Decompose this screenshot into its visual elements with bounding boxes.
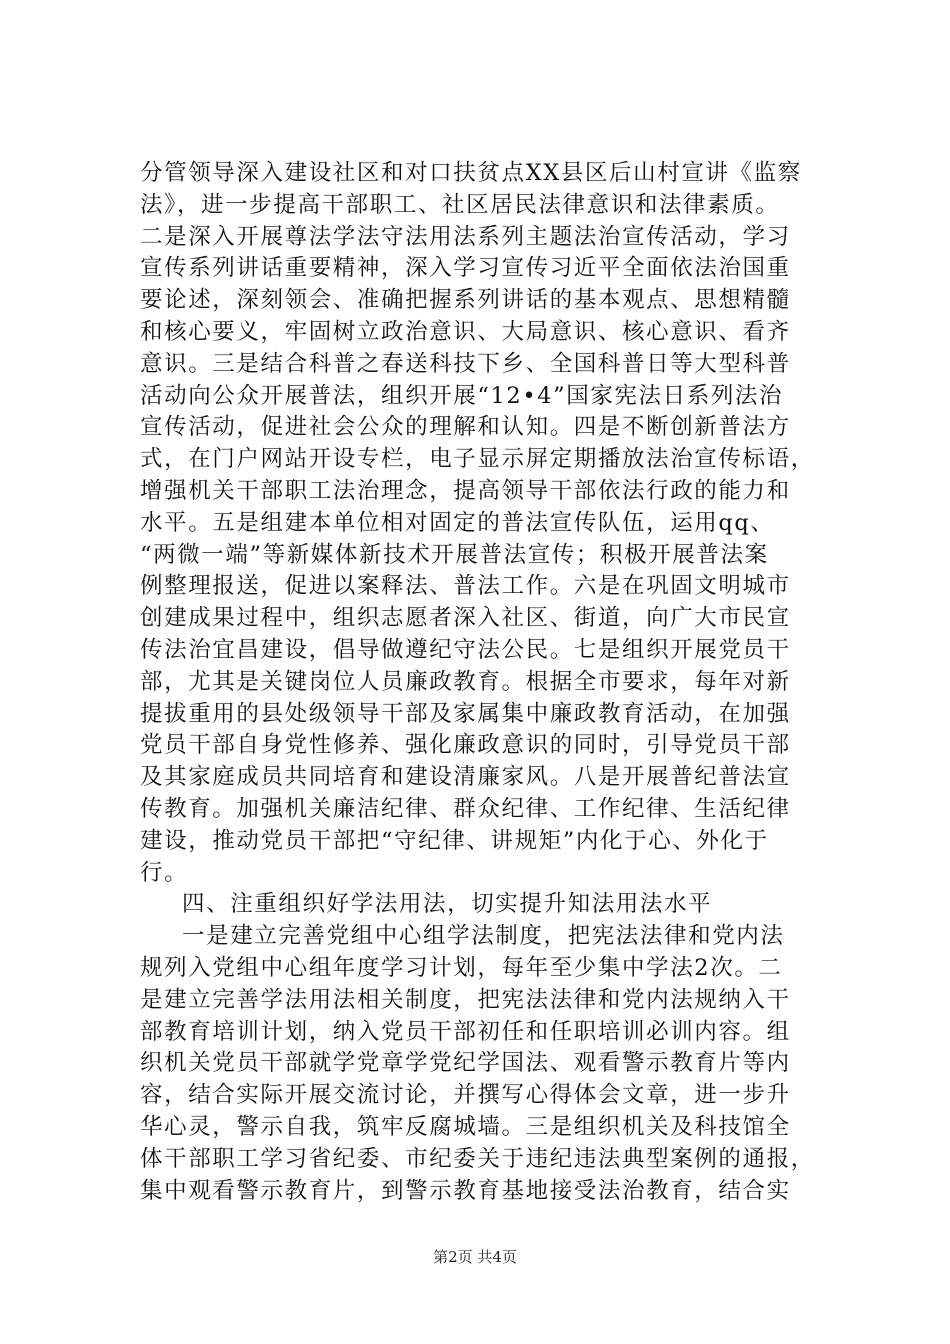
- text-line: 是建立完善学法用法相关制度，把宪法法律和党内法规纳入干: [140, 986, 791, 1013]
- text-line: 集中观看警示教育片，到警示教育基地接受法治教育，结合实: [140, 1177, 791, 1204]
- text-line: 水平。五是组建本单位相对固定的普法宣传队伍，运用qq、: [140, 509, 775, 536]
- text-line: 宣传活动，促进社会公众的理解和认知。四是不断创新普法方: [140, 414, 791, 441]
- text-line: 及其家庭成员共同培育和建设清廉家风。八是开展普纪普法宣: [140, 764, 791, 791]
- text-line: 部，尤其是关键岗位人员廉政教育。根据全市要求，每年对新: [140, 668, 791, 695]
- text-line: 增强机关干部职工法治理念，提高领导干部依法行政的能力和: [140, 477, 791, 504]
- text-line: 体干部职工学习省纪委、市纪委关于违纪违法典型案例的通报，: [140, 1145, 815, 1172]
- text-line: 部教育培训计划，纳入党员干部初任和任职培训必训内容。组: [140, 1018, 791, 1045]
- text-line: 法》，进一步提高干部职工、社区居民法律意识和法律素质。: [140, 191, 780, 218]
- text-line: 传法治宜昌建设，倡导做遵纪守法公民。七是组织开展党员干: [140, 636, 791, 663]
- text-line: 容，结合实际开展交流讨论，并撰写心得体会文章，进一步升: [140, 1082, 791, 1109]
- text-line: 二是深入开展尊法学法守法用法系列主题法治宣传活动，学习: [140, 223, 791, 250]
- text-line: 行。: [140, 859, 189, 886]
- text-line: 传教育。加强机关廉洁纪律、群众纪律、工作纪律、生活纪律: [140, 795, 791, 822]
- text-line: 活动向公众开展普法，组织开展“12•4”国家宪法日系列法治: [140, 382, 784, 409]
- text-line: 华心灵，警示自我，筑牢反腐城墙。三是组织机关及科技馆全: [140, 1113, 791, 1140]
- text-line: 建设，推动党员干部把“守纪律、讲规矩”内化于心、外化于: [140, 827, 769, 854]
- text-line: 和核心要义，牢固树立政治意识、大局意识、核心意识、看齐: [140, 318, 791, 345]
- text-line: 式，在门户网站开设专栏，电子显示屏定期播放法治宣传标语，: [140, 446, 815, 473]
- text-line: 意识。三是结合科普之春送科技下乡、全国科普日等大型科普: [140, 350, 791, 377]
- section-heading: 四、注重组织好学法用法，切实提升知法用法水平: [182, 891, 713, 918]
- page-number-footer: 第2页 共4页: [433, 1248, 517, 1266]
- text-line: 一是建立完善党组中心组学法制度，把宪法法律和党内法: [182, 923, 785, 950]
- text-line: 宣传系列讲话重要精神，深入学习宣传习近平全面依法治国重: [140, 255, 791, 282]
- text-line: “两微一端”等新媒体新技术开展普法宣传；积极开展普法案: [140, 541, 769, 568]
- text-line: 分管领导深入建设社区和对口扶贫点XX县区后山村宣讲《监察: [140, 160, 802, 186]
- text-line: 织机关党员干部就学党章学党纪学国法、观看警示教育片等内: [140, 1050, 791, 1077]
- text-line: 提拔重用的县处级领导干部及家属集中廉政教育活动，在加强: [140, 700, 791, 727]
- text-line: 规列入党组中心组年度学习计划，每年至少集中学法2次。二: [140, 954, 783, 981]
- document-body: [140, 158, 830, 1207]
- text-line: 要论述，深刻领会、准确把握系列讲话的基本观点、思想精髓: [140, 287, 791, 314]
- text-line: 党员干部自身党性修养、强化廉政意识的同时，引导党员干部: [140, 732, 791, 759]
- text-line: 例整理报送，促进以案释法、普法工作。六是在巩固文明城市: [140, 573, 791, 600]
- text-line: 创建成果过程中，组织志愿者深入社区、街道，向广大市民宣: [140, 605, 791, 632]
